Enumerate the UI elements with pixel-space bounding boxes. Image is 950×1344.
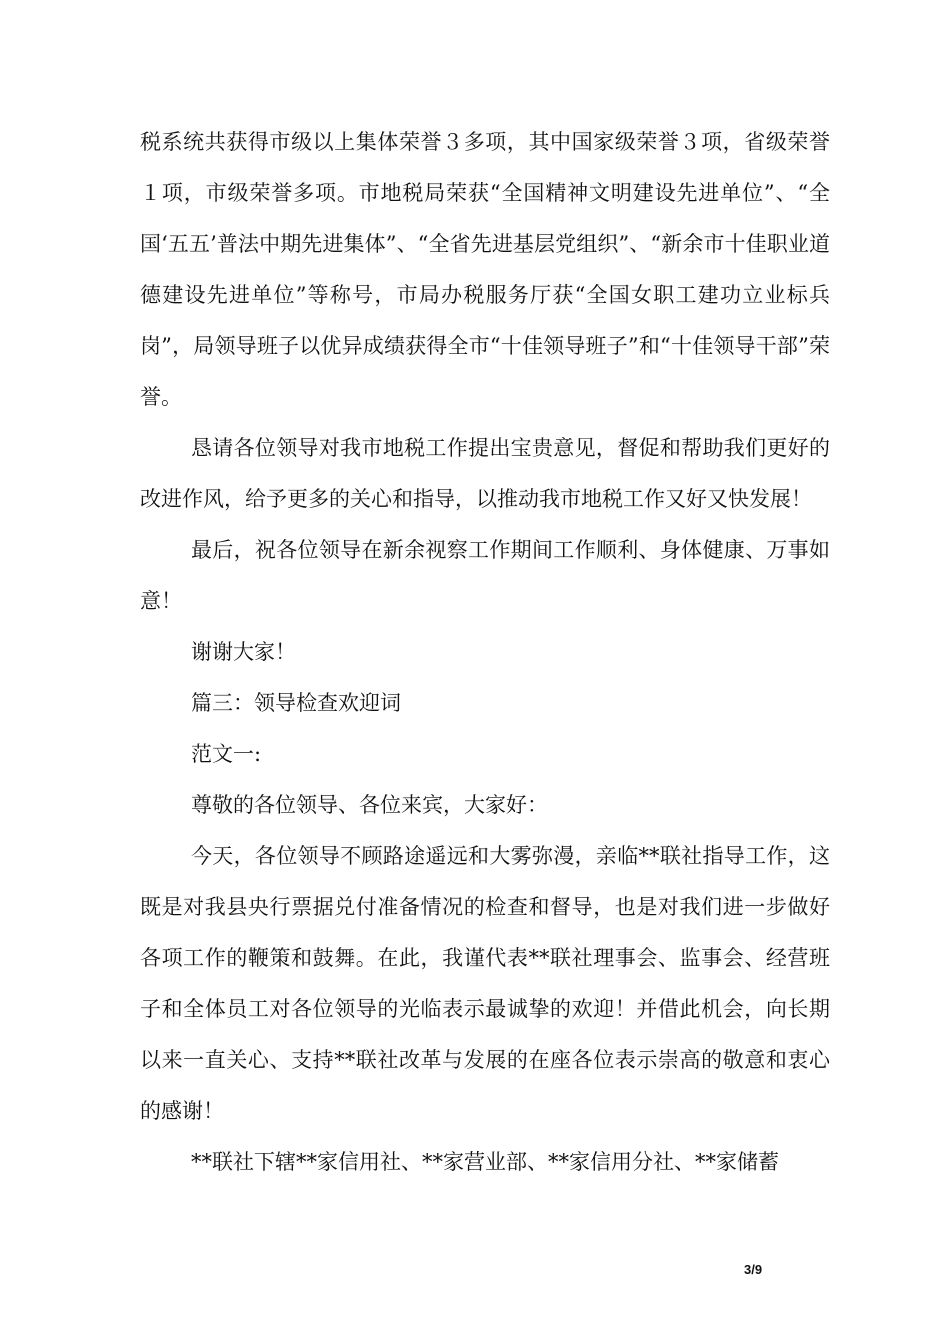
paragraph-welcome: 今天，各位领导不顾路途遥远和大雾弥漫，亲临**联社指导工作，这既是对我县央行票据兑付准备情况的检查和督导，也是对我们进一步做好各项工作的鞭策和鼓舞。在此，我谨代表**联社理事会、监事会、经营班子和全体员工对各位领导的光临表示最诚挚的欢迎！并借此机会，向长期以来一直关心、支持**联社改革与发展的在座各位表示崇高的敬意和衷心的感谢！: [140, 844, 830, 1123]
page-number: 3/9: [744, 1262, 763, 1277]
paragraph-salutation: 尊敬的各位领导、各位来宾，大家好：: [191, 793, 548, 817]
document-body: [140, 117, 830, 1188]
paragraph-overview: **联社下辖**家信用社、**家营业部、**家信用分社、**家储蓄: [191, 1150, 779, 1174]
paragraph-request: 恳请各位领导对我市地税工作提出宝贵意见，督促和帮助我们更好的改进作风，给予更多的关心和指导，以推动我市地税工作又好又快发展！: [140, 436, 830, 511]
paragraph-thanks: 谢谢大家！: [191, 640, 296, 664]
paragraph-wishes: 最后，祝各位领导在新余视察工作期间工作顺利、身体健康、万事如意！: [140, 538, 830, 613]
paragraph-honors: 税系统共获得市级以上集体荣誉３多项，其中国家级荣誉３项，省级荣誉１项，市级荣誉多项。市地税局荣获“全国精神文明建设先进单位”、“全国‘五五’普法中期先进集体”、“全省先进基层党组织”、“新余市十佳职业道德建设先进单位”等称号，市局办税服务厅获“全国女职工建功立业标兵岗”，局领导班子以优异成绩获得全市“十佳领导班子”和“十佳领导干部”荣誉。: [140, 130, 830, 409]
sample-label: 范文一:: [191, 742, 262, 766]
section-title: 篇三：领导检查欢迎词: [191, 691, 401, 715]
